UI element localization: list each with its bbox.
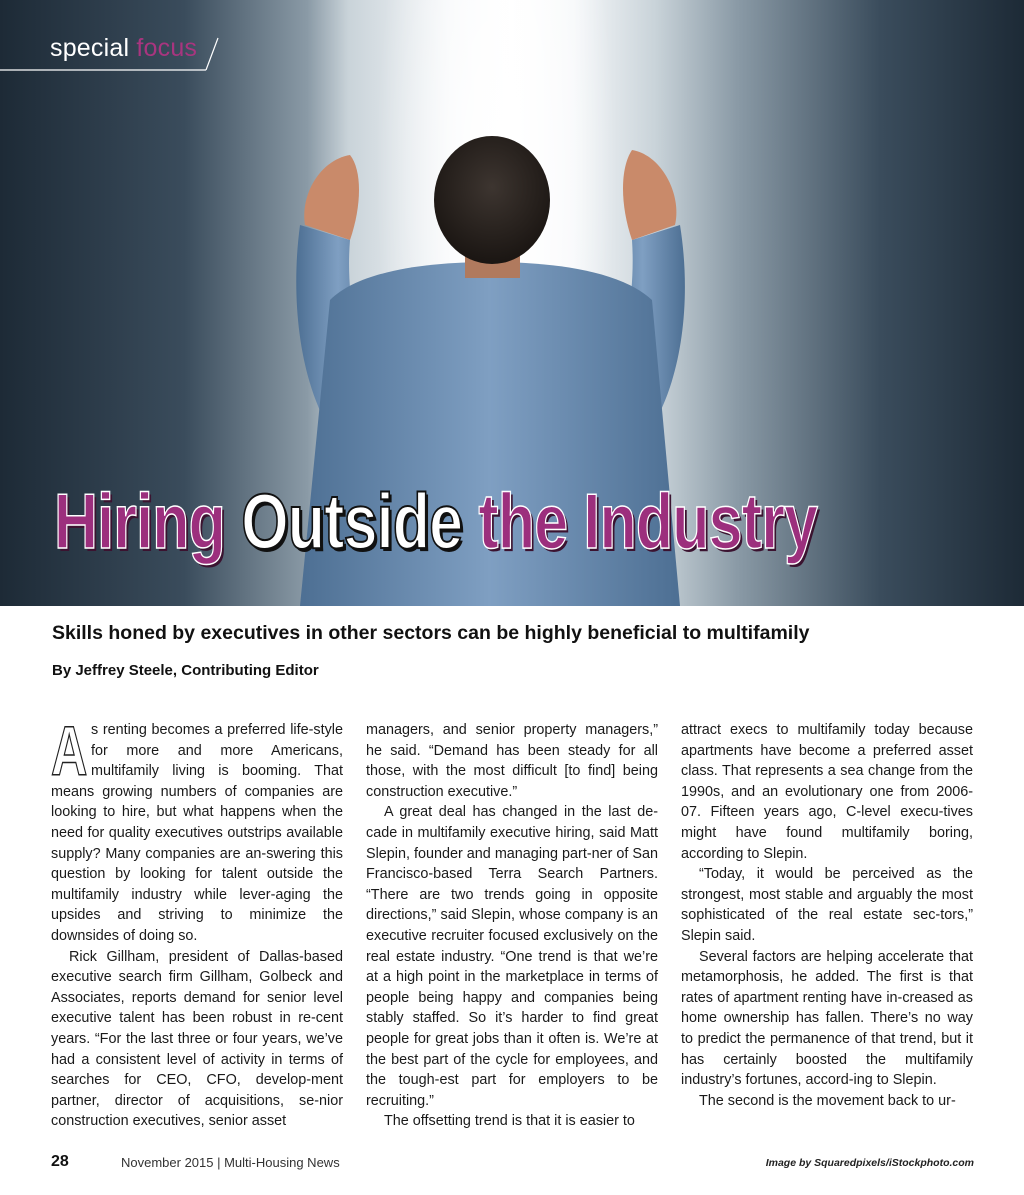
paragraph: Rick Gillham, president of Dallas-based executive search firm Gillham, Golbeck and Associates, reports demand for senior level executive talent has been robust in re-cent years. “For the last three or four years, we’ve had a consistent level of activity in terms of searches for CEO, CFO, develop-ment partner, director of acquisitions, se-nior construction executives, senior asset bbox=[51, 948, 343, 1130]
paragraph: The second is the movement back to ur- bbox=[699, 1092, 956, 1109]
image-credit: Image by Squaredpixels/iStockphoto.com bbox=[765, 1157, 974, 1169]
section-tag-text: special focus bbox=[50, 34, 198, 62]
paragraph: Several factors are helping accelerate that metamorphosis, he added. The first is that rates of apartment renting have in-creased as home ownership has fallen. There’s no way to predict the permanence of that trend, but it has certainly boosted the multifamily industry’s fortunes, accord-ing to Slepin. bbox=[681, 948, 973, 1089]
headline-part-2: Outside bbox=[241, 477, 463, 565]
paragraph: s renting becomes a preferred life-style for more and more Americans, multifamily living is booming. That means growing numbers of companies are looking to hire, but what happens when the need for quality executives outstrips available supply? Many companies are an-swering this question by looking for talent outside the multifamily industry while lever-aging the upsides and striving to minimize the downsides of doing so. bbox=[51, 722, 343, 944]
paragraph: A great deal has changed in the last de-cade in multifamily executive hiring, said Matt Slepin, founder and managing part-ner of San Francisco-based Terra Search Partners. “There are two trends going in opposite directions,” said Slepin, whose company is an executive recruiter focused exclusively on the real estate industry. “One trend is that we’re at a high point in the marketplace in terms of people being happy and companies being stably staffed. So it’s harder to find great people for great jobs than it often is. We’re at the best part of the cycle for employees, and the tough-est part for employers to be recruiting.” bbox=[366, 804, 659, 1109]
drop-cap: A bbox=[51, 712, 88, 790]
section-tag bbox=[0, 34, 214, 72]
paragraph: managers, and senior property managers,” he said. “Demand has been steady for all those, with the most difficult [to find] being construction executive.” bbox=[366, 722, 658, 800]
headline bbox=[54, 476, 818, 588]
publication-info: November 2015 | Multi-Housing News bbox=[121, 1155, 340, 1170]
page-number: 28 bbox=[51, 1153, 69, 1170]
body-column-2 bbox=[366, 720, 658, 1132]
body-column-3 bbox=[681, 720, 973, 1111]
body-column-1 bbox=[51, 712, 343, 1132]
headline-part-1: Hiring bbox=[54, 477, 226, 565]
headline-part-3: the Industry bbox=[478, 477, 818, 565]
byline: By Jeffrey Steele, Contributing Editor bbox=[52, 662, 319, 679]
paragraph: The offsetting trend is that it is easier to bbox=[384, 1113, 635, 1130]
paragraph: attract execs to multifamily today because apartments have become a preferred asset class. That represents a sea change from the 1990s, and an evolutionary one from 2006-07. Fifteen years ago, C-level execu-tives might have found multifamily boring, according to Slepin. bbox=[681, 722, 973, 862]
deck: Skills honed by executives in other sectors can be highly beneficial to multifamily bbox=[52, 622, 810, 644]
paragraph: “Today, it would be perceived as the strongest, most stable and arguably the most sophisticated of the real estate sec-tors,” Slepin said. bbox=[681, 866, 973, 944]
